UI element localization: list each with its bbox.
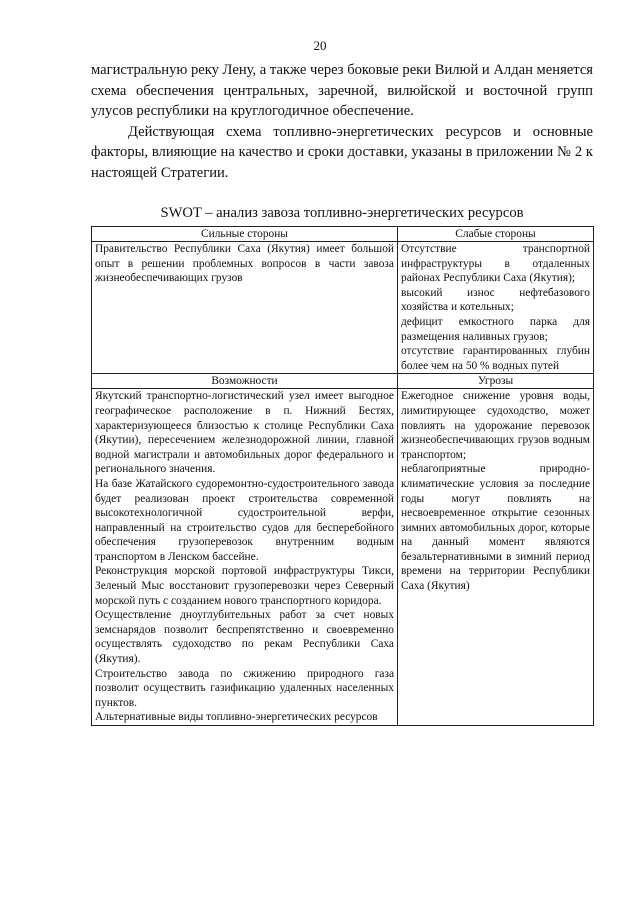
weaknesses-cell — [398, 242, 594, 374]
opportunity-item: Строительство завода по сжижению природного газа позволит осуществить газификацию удаленных населенных пунктов. — [95, 667, 394, 709]
weakness-item: отсутствие гарантированных глубин более чем на 50 % водных путей — [401, 345, 590, 372]
weakness-item: Отсутствие транспортной инфраструктуры в отдаленных районах Республики Саха (Якутия); — [401, 243, 590, 285]
strengths-header: Сильные стороны — [92, 227, 398, 242]
opportunity-item: Осуществление дноуглубительных работ за счет новых земснарядов позволит беспрепятственно и своевременно осуществлять судоходство по рекам Республики Саха (Якутия). — [95, 609, 394, 666]
intro-paragraph-2: Действующая схема топливно-энергетических ресурсов и основные факторы, влияющие на качество и сроки доставки, указаны в приложении № 2 к настоящей Стратегии. — [91, 123, 593, 181]
opportunity-item: Реконструкция морской портовой инфраструктуры Тикси, Зеленый Мыс восстановит грузоперевозки через Северный морской путь с созданием нового транспортного коридора. — [95, 565, 394, 607]
page-number: 20 — [313, 38, 327, 53]
intro-text — [91, 60, 593, 183]
strength-item: Правительство Республики Саха (Якутия) имеет большой опыт в решении проблемных вопросов в части завоза жизнеобеспечивающих грузов — [95, 243, 394, 285]
swot-content-row-2 — [92, 389, 594, 726]
weakness-item: высокий износ нефтебазового хозяйства и котельных; — [401, 286, 590, 314]
swot-header-row-2 — [92, 374, 594, 389]
threat-item: Ежегодное снижение уровня воды, лимитирующее судоходство, может повлиять на удорожание перевозок жизнеобеспечивающих грузов водным транспортом; — [401, 390, 590, 461]
intro-paragraph-1: магистральную реку Лену, а также через боковые реки Вилюй и Алдан меняется схема обеспечения центральных, заречной, вилюйской и восточной групп улусов республики на круглогодичное обеспечение. — [91, 62, 594, 119]
weakness-item: дефицит емкостного парка для размещения наливных грузов; — [401, 315, 590, 343]
opportunity-item: Альтернативные виды топливно-энергетических ресурсов — [95, 711, 378, 724]
swot-content-row-1 — [92, 242, 594, 374]
swot-title: SWOT – анализ завоза топливно-энергетических ресурсов — [160, 205, 524, 221]
opportunities-header: Возможности — [92, 374, 398, 389]
opportunities-cell — [92, 389, 398, 726]
weaknesses-header: Слабые стороны — [398, 227, 594, 242]
threats-header: Угрозы — [398, 374, 594, 389]
strengths-cell — [92, 242, 398, 374]
opportunity-item: Якутский транспортно-логистический узел имеет выгодное географическое расположение в п. Нижний Бестях, характеризующееся близостью к столице Республики Саха (Якутии), пересечением железнодорожной линии, главной водной магистрали и автомобильных дорог федерального и регионального значения. — [95, 390, 394, 476]
opportunity-item: На базе Жатайского судоремонтно-судостроительного завода будет реализован проект строительства современной высокотехнологичной судостроительной верфи, направленный на строительство судов для бесперебойного обеспечения грузоперевозок внутренним водным транспортом в Ленском бассейне. — [95, 477, 394, 563]
swot-table — [91, 226, 594, 726]
swot-header-row-1 — [92, 227, 594, 242]
threats-cell — [398, 389, 594, 726]
threat-item: неблагоприятные природно-климатические условия за последние годы могут повлиять на несвоевременное открытие сезонных зимних автомобильных дорог, которые на данный момент являются безальтернативными в зимний период времени на территории Республики Саха (Якутия) — [401, 463, 590, 593]
